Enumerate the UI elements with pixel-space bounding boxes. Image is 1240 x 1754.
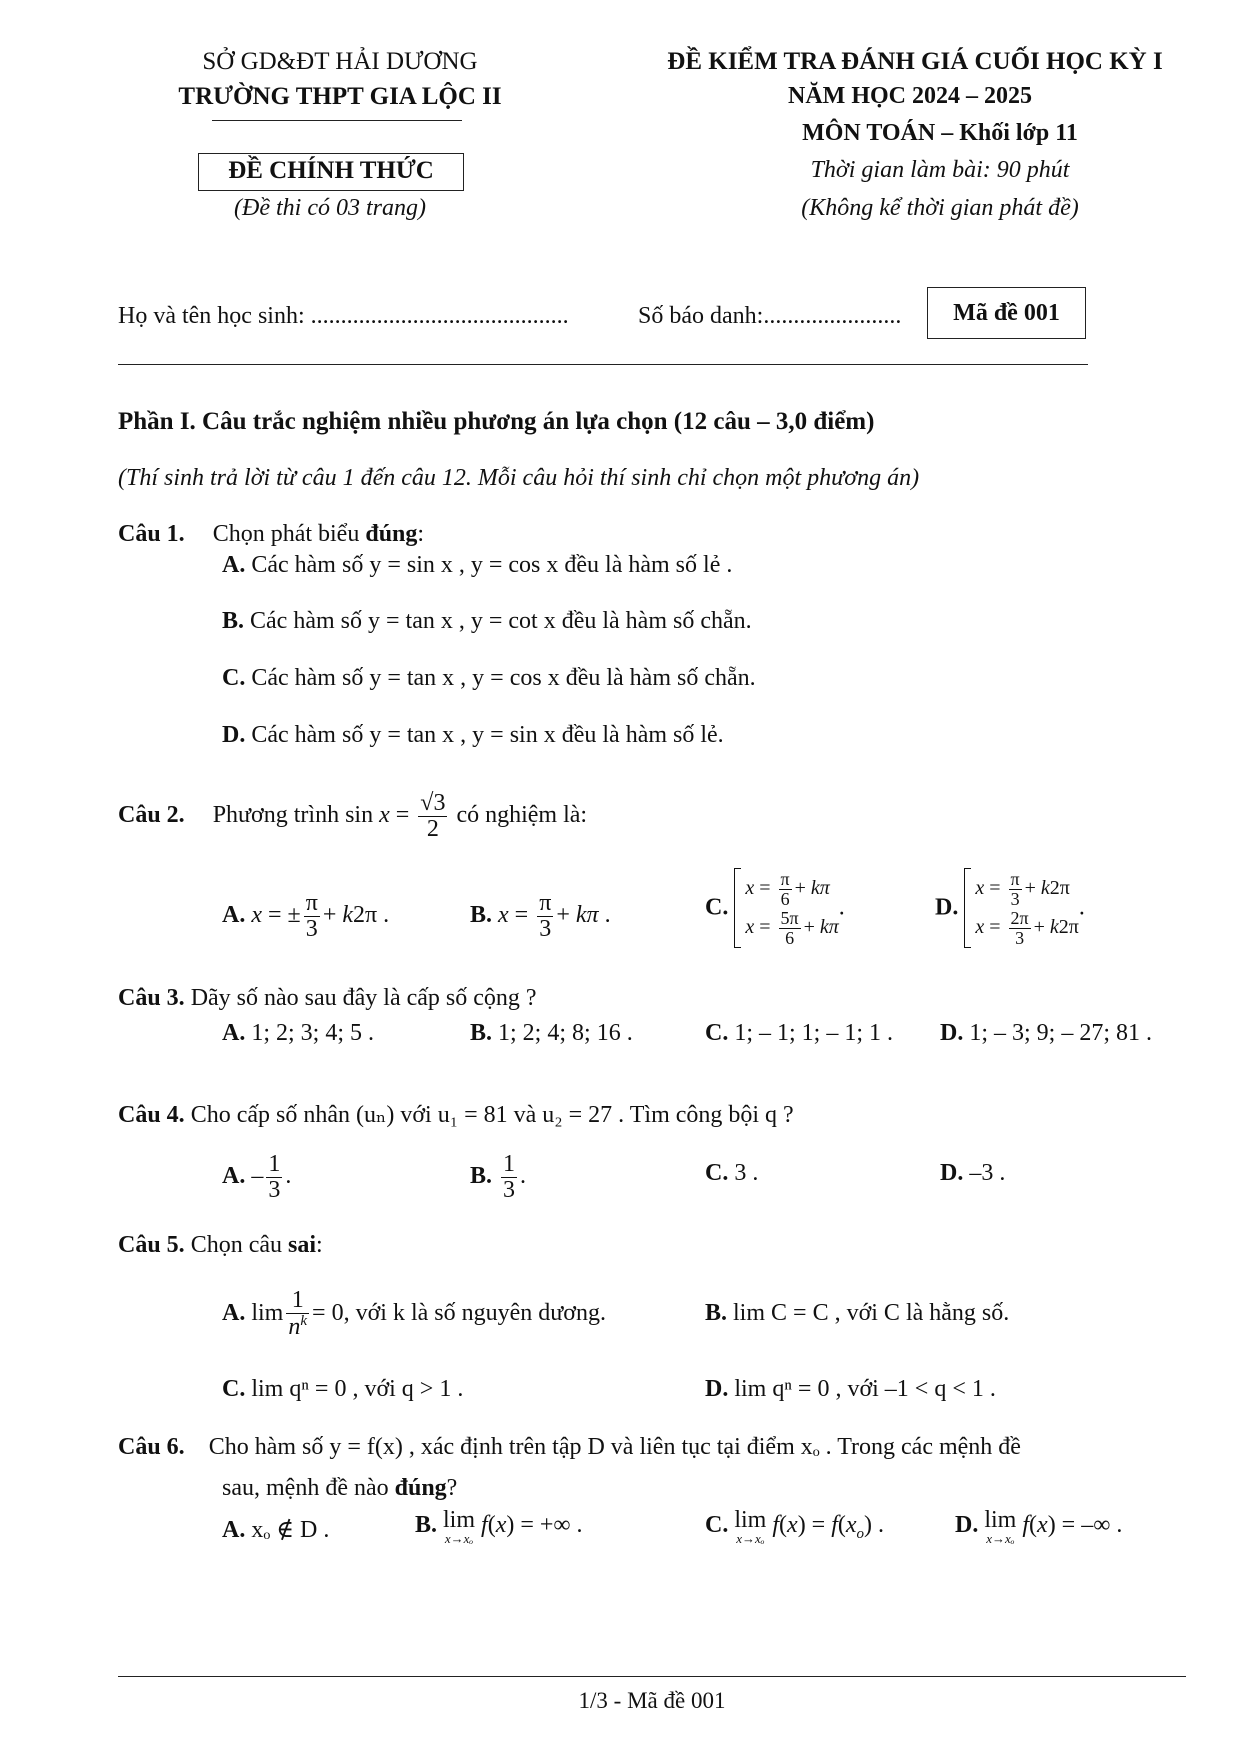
exam-title: ĐỀ KIỂM TRA ĐÁNH GIÁ CUỐI HỌC KỲ I xyxy=(667,48,1163,75)
q4-option-b: B. $\frac{1}{3}$ . xyxy=(470,1150,527,1203)
exam-code: Mã đề 001 xyxy=(953,300,1060,326)
question-2: Câu 2. Phương trình sin x = $\frac{√3}{2}$ có nghiệm là: xyxy=(118,789,588,842)
q5-option-c: C. lim qⁿ = 0 , với q > 1 . xyxy=(222,1376,464,1402)
school-name: TRƯỜNG THPT GIA LỘC II xyxy=(178,83,502,110)
question-4: Câu 4. Cho cấp số nhân (uₙ) với u₁ = 81 và u₂ = 27 . Tìm công bội q ? xyxy=(118,1102,794,1128)
exam-time: Thời gian làm bài: 90 phút xyxy=(810,157,1070,183)
q6-option-d: D. lim x→xₒ f(x) = –∞ . xyxy=(955,1507,1123,1546)
page-count: (Đề thi có 03 trang) xyxy=(234,195,426,221)
q2-option-d: D. x = $\frac{\pi}{3}$ + k2π x = $\frac{2\pi}{3}$ + k2π . xyxy=(935,869,1085,948)
q1-option-b: B. Các hàm số y = tan x , y = cot x đều là hàm số chẵn. xyxy=(222,608,752,634)
time-note: (Không kể thời gian phát đề) xyxy=(801,195,1079,221)
question-5: Câu 5. Chọn câu sai: xyxy=(118,1232,323,1258)
official-label: ĐỀ CHÍNH THỨC xyxy=(228,157,434,184)
student-name-field: Họ và tên học sinh: ........................................... xyxy=(118,303,569,329)
student-id-field: Số báo danh:....................... xyxy=(638,303,902,329)
q2-equation: sin x = $\frac{√3}{2}$ xyxy=(345,789,446,842)
q5-option-a: A. lim $\frac{1}{n^k}$ = 0, với k là số nguyên dương. xyxy=(222,1287,606,1341)
q1-stem-bold: đúng xyxy=(365,521,418,547)
q4-option-c: C. 3 . xyxy=(705,1160,759,1186)
question-3: Câu 3. Dãy số nào sau đây là cấp số cộng ? xyxy=(118,985,537,1011)
q4-option-a: A. – $\frac{1}{3}$ . xyxy=(222,1150,292,1203)
footer-page: 1/3 - Mã đề 001 xyxy=(578,1688,726,1713)
q3-option-a: A. 1; 2; 3; 4; 5 . xyxy=(222,1020,375,1046)
footer-divider xyxy=(118,1676,1186,1677)
q2-option-c: C. x = $\frac{\pi}{6}$ + kπ x = $\frac{5\pi}{6}$ + kπ . xyxy=(705,869,845,948)
department: SỞ GD&ĐT HẢI DƯƠNG xyxy=(202,48,478,75)
q2-option-a: A. x = ± $\frac{\pi}{3}$ + k2π . xyxy=(222,889,390,942)
q6-option-c: C. lim x→xₒ $f(x) = f(x_o)$ . xyxy=(705,1507,885,1546)
part1-title: Phần I. Câu trắc nghiệm nhiều phương án lựa chọn (12 câu – 3,0 điểm) xyxy=(118,408,875,435)
q6-option-b: B. lim x→xₒ f(x) = +∞ . xyxy=(415,1507,583,1546)
question-1: Câu 1. Chọn phát biểu đúng: xyxy=(118,521,425,547)
q3-option-d: D. 1; – 3; 9; – 27; 81 . xyxy=(940,1020,1153,1046)
q1-label: Câu 1. xyxy=(118,521,185,547)
subject: MÔN TOÁN – Khối lớp 11 xyxy=(802,120,1078,146)
q6-option-a: A. xₒ ∉ D . xyxy=(222,1517,330,1543)
q1-stem: Chọn phát biểu xyxy=(212,521,360,547)
q3-option-c: C. 1; – 1; 1; – 1; 1 . xyxy=(705,1020,894,1046)
school-underline xyxy=(212,120,462,121)
q3-option-b: B. 1; 2; 4; 8; 16 . xyxy=(470,1020,633,1046)
q2-option-b: B. x = $\frac{\pi}{3}$ + kπ . xyxy=(470,889,611,942)
header-divider xyxy=(118,364,1088,365)
q5-option-b: B. lim C = C , với C là hằng số. xyxy=(705,1300,1010,1326)
q1-option-d: D. Các hàm số y = tan x , y = sin x đều là hàm số lẻ. xyxy=(222,722,724,748)
q5-option-d: D. lim qⁿ = 0 , với –1 < q < 1 . xyxy=(705,1376,996,1402)
question-6: Câu 6. Cho hàm số y = f(x) , xác định trên tập D và liên tục tại điểm xₒ . Trong các mệnh đề xyxy=(118,1434,1021,1460)
q1-option-c: C. Các hàm số y = tan x , y = cos x đều là hàm số chẵn. xyxy=(222,665,756,691)
q4-option-d: D. –3 . xyxy=(940,1160,1006,1186)
school-year: NĂM HỌC 2024 – 2025 xyxy=(788,83,1032,109)
q1-option-a: A. Các hàm số y = sin x , y = cos x đều là hàm số lẻ . xyxy=(222,552,733,578)
part1-instruction: (Thí sinh trả lời từ câu 1 đến câu 12. Mỗi câu hỏi thí sinh chỉ chọn một phương án) xyxy=(118,465,920,491)
q6-stem-line2: sau, mệnh đề nào đúng? xyxy=(222,1475,458,1501)
